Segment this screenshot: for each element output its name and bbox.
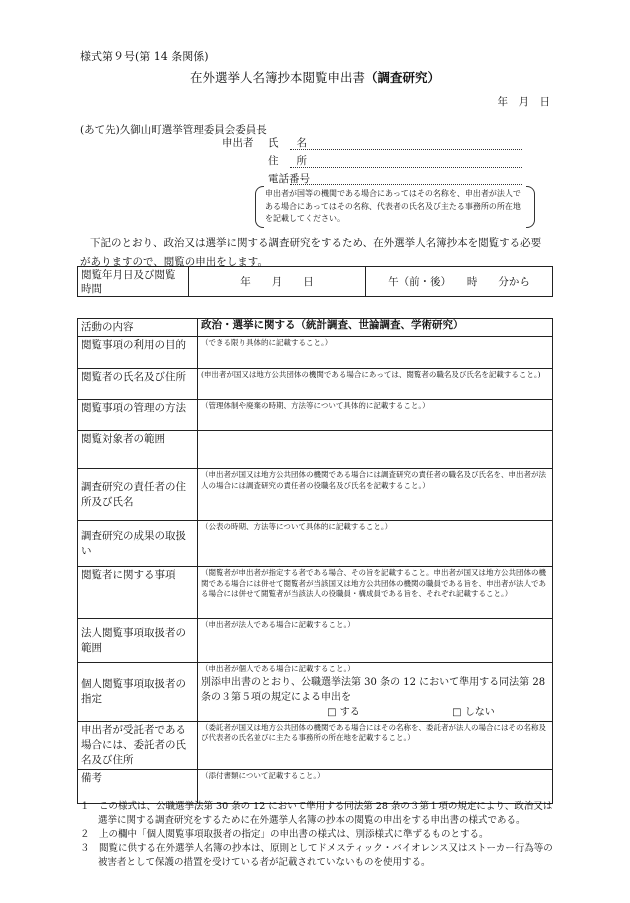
remarks-label: 備考 [78,769,198,803]
body-text: 下記のとおり、政治又は選挙に関する調査研究をするため、在外選挙人名簿抄本を閲覧する必要がありますので、閲覧の申出をします。 [80,237,542,268]
period-time[interactable]: 午（前・後） 時 分から [366,267,553,297]
row-about-viewer [78,567,553,619]
option-no-checkbox[interactable]: □ しない [452,706,495,718]
individual-text: 別添申出書のとおり、公職選挙法第 30 条の 12 において準用する同法第 28 条の３第５項の規定による申出を [201,676,546,703]
footnote-2: ２ 上の欄中「個人閲覧事項取扱者の指定」の申出書の様式は、別添様式に準ずるものとする。 [80,829,489,840]
footnote-1: １ この様式は、公職選挙法第 30 条の 12 において準用する同法第 28 条の３第１項の規定により、政治又は選挙に関する調査研究をするために在外選挙人名簿の抄本の閲覧の申出をする申出書の様式である。 [80,801,553,826]
form-title-sub: （調査研究） [365,70,441,85]
individual-cell [198,663,553,722]
activity-content: 政治・選挙に関する（統計調査、世論調査、学術研究） [198,319,553,337]
row-remarks [78,769,553,803]
row-results [78,521,553,567]
purpose-label: 閲覧事項の利用の目的 [78,337,198,369]
footnote-3: ３ 閲覧に供する在外選挙人名簿の抄本は、原則としてドメスティック・バイオレンス又はストーカー行為等の被害者として保護の措置を受けている者が記載されていないものを使用する。 [80,843,553,868]
about-viewer-note[interactable]: （閲覧者が申出者が指定する者である場合、その旨を記載すること。申出者が国又は地方公共団体の機関である場合には併せて閲覧者が当該国又は地方公共団体の機関の職員である旨を、申出者が法人である場合には併せて閲覧者が当該法人の役職員・構成員である旨を、それぞれ記載すること。） [198,567,553,619]
row-activity [78,319,553,337]
row-individual [78,663,553,722]
row-viewer [78,369,553,400]
responsible-label: 調査研究の責任者の住所及び氏名 [78,469,198,521]
individual-note: （申出者が個人である場合に記載すること。） [201,664,355,673]
date-line: 年 月 日 [497,96,550,108]
individual-label: 個人閲覧事項取扱者の指定 [78,663,198,722]
bracket-left [255,186,264,228]
applicant-phone-label: 電話番号 [268,173,310,185]
scope-note[interactable] [198,431,553,469]
applicant-name-label: 氏名 [268,137,325,149]
viewer-label: 閲覧者の氏名及び住所 [78,369,198,400]
purpose-note[interactable]: （できる限り具体的に記載すること。） [198,337,553,369]
row-management [78,400,553,431]
bracket-right [526,186,535,228]
results-note[interactable]: （公表の時期、方法等について具体的に記載すること。） [198,521,553,567]
corporate-note[interactable]: （申出者が法人である場合に記載すること。） [198,619,553,663]
footnotes [80,800,555,870]
addressee: (あて先)久御山町選挙管理委員会委員長 [80,124,267,136]
form-title [0,68,630,86]
row-entrusted [78,721,553,769]
management-label: 閲覧事項の管理の方法 [78,400,198,431]
entrusted-label: 申出者が受託者である場合には、委託者の氏名及び住所 [78,721,198,769]
applicant-address-line[interactable] [290,167,522,168]
viewer-note[interactable]: (申出者が国又は地方公共団体の機関である場合にあっては、閲覧者の職名及び氏名を記載すること。) [198,369,553,400]
activity-label: 活動の内容 [78,319,198,337]
entrusted-note[interactable]: （委託者が国又は地方公共団体の機関である場合にはその名称を、委託者が法人の場合にはその名称及び代表者の氏名並びに主たる事務所の所在地を記載すること。） [198,721,553,769]
applicant-name-line[interactable] [290,149,522,150]
row-scope [78,431,553,469]
corporate-label: 法人閲覧事項取扱者の範囲 [78,619,198,663]
row-responsible [78,469,553,521]
remarks-note[interactable]: （添付書類について記載すること。） [198,769,553,803]
applicant-note-box [255,186,535,230]
period-label: 閲覧年月日及び閲覧時間 [78,267,189,297]
form-title-main: 在外選挙人名簿抄本閲覧申出書 [189,70,365,85]
management-note[interactable]: （管理体制や廃棄の時期、方法等について具体的に記載すること。） [198,400,553,431]
form-number: 様式第９号(第 14 条関係) [80,50,209,63]
applicant-phone-line[interactable] [290,184,522,185]
details-table [77,318,553,804]
results-label: 調査研究の成果の取扱い [78,521,198,567]
applicant-note: 申出者が国等の機関である場合にあってはその名称を、申出者が法人である場合にあってはその名称、代表者の氏名及び主たる事務所の所在地を記載してください。 [265,189,521,223]
applicant-address-label: 住所 [268,155,325,167]
row-purpose [78,337,553,369]
row-corporate [78,619,553,663]
scope-label: 閲覧対象者の範囲 [78,431,198,469]
responsible-note[interactable]: （申出者が国又は地方公共団体の機関である場合には調査研究の責任者の職名及び氏名を、申出者が法人の場合には調査研究の責任者の役職名及び氏名を記載すること。） [198,469,553,521]
option-yes-checkbox[interactable]: □ する [327,706,360,718]
about-viewer-label: 閲覧者に関する事項 [78,567,198,619]
period-table [77,266,553,297]
applicant-label: 申出者 [222,137,254,149]
individual-options [281,705,541,720]
period-date[interactable]: 年 月 日 [189,267,366,297]
